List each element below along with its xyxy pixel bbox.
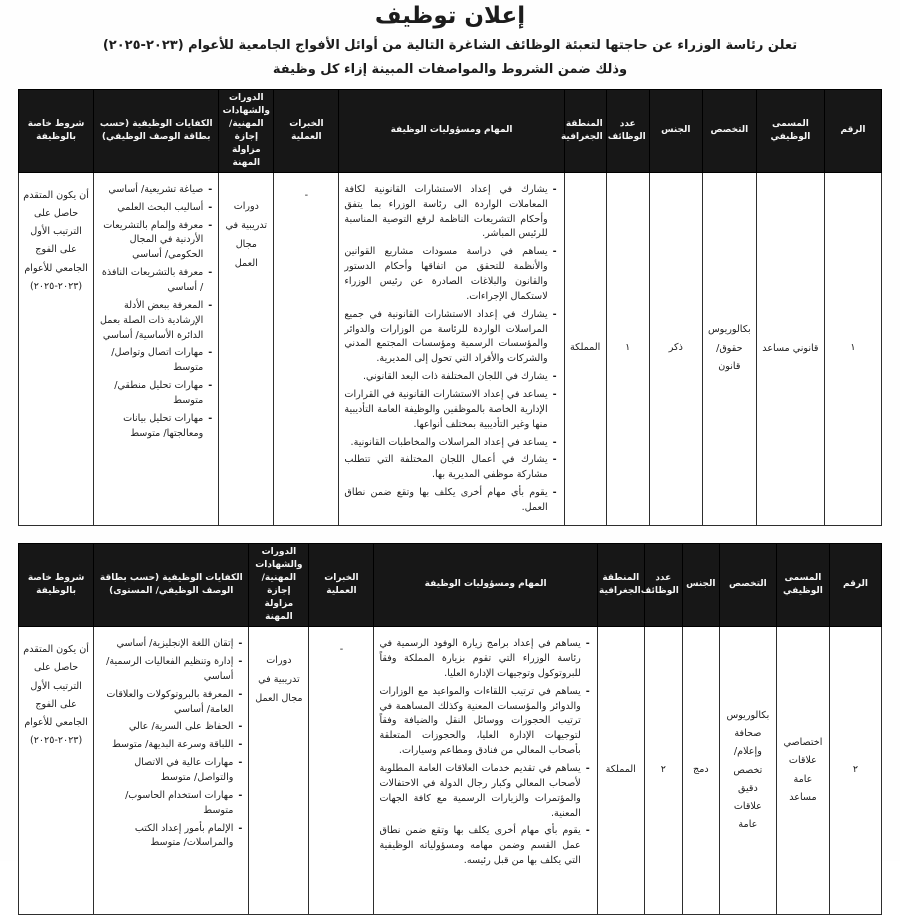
bullet-dash-marker: - [585, 638, 590, 650]
bullet-dash-marker: - [238, 822, 243, 834]
bullet-dash-marker: - [585, 685, 590, 697]
bullet-dash-marker: - [208, 201, 213, 213]
bullet-text: يساهم في ترتيب اللقاءات والمواعيد مع الوزارات والدوائر والمؤسسات المعنية وكذلك المساهمة في ترتيب الحجوزات ووسائل النقل والضيافة وفقاً لتوجيهات الإدارة العليا، والحجوزات المتعلقة بأصحاب المعالي من فنادق ومطاعم وسيارات. [379, 685, 581, 757]
bullet-dash-marker: - [238, 688, 243, 700]
bullet-item [98, 299, 212, 344]
bullet-dash-marker: - [208, 219, 213, 231]
bullet-item [344, 308, 556, 367]
table-1-header-row [19, 89, 882, 172]
bullet-dash-marker: - [208, 183, 213, 195]
bullet-text: إدارة وتنظيم الفعاليات الرسمية/ أساسي [106, 655, 234, 682]
bullet-item [98, 738, 242, 753]
bullet-item [344, 388, 556, 433]
bullet-dash-marker: - [238, 739, 243, 751]
bullet-dash-marker: - [552, 388, 557, 400]
vacancy-count-cell: ١ [606, 172, 649, 525]
announcement-subtitle: تعلن رئاسة الوزراء عن حاجتها لتعبئة الوظائف الشاغرة التالية من أوائل الأفواج الجامعية للأعوام (٢٠٢٣-٢٠٢٥) [102, 38, 798, 53]
header-cell-count: عدد الوظائف [606, 89, 649, 172]
courses-cell: دورات تدريبية في مجال العمل [219, 172, 274, 525]
header-cell-competencies: الكفايات الوظيفية (حسب بطاقة الوصف الوظيفي) [94, 89, 219, 172]
bullet-item [98, 637, 242, 652]
bullet-item [98, 219, 212, 264]
vacancy-table-1 [18, 89, 882, 526]
bullet-dash-marker: - [238, 655, 243, 667]
tasks-cell [339, 172, 564, 525]
header-cell-region: المنطقة الجغرافية [564, 89, 606, 172]
bullet-text: معرفة بالتشريعات النافذة / أساسي [101, 267, 204, 293]
bullet-item [98, 688, 242, 718]
bullet-text: يشارك في اللجان المختلفة ذات البعد القانوني. [362, 371, 548, 383]
bullet-text: يساهم في تقديم خدمات العلاقات العامة المطلوبة لأصحاب المعالي وكبار رجال الدولة في الاحتفالات والمؤتمرات والزيارات الرسمية مع كافة الجهات المعنية. [379, 762, 581, 819]
header-cell-gender: الجنس [682, 543, 719, 626]
bullet-text: مهارات تحليل بيانات ومعالجتها/ متوسط [123, 412, 204, 439]
experience-cell: - [309, 627, 374, 915]
header-cell-conditions: شروط خاصة بالوظيفة [19, 543, 94, 626]
header-cell-conditions: شروط خاصة بالوظيفة [19, 89, 94, 172]
gender-cell: دمج [682, 627, 719, 915]
bullet-text: يساعد في إعداد الاستشارات القانونية في القرارات الإدارية الخاصة بالموظفين والوظيفة العامة التأديبية منها وغير التأديبية بمختلف أنواعها. [344, 388, 548, 430]
bullet-item [344, 436, 556, 451]
bullet-text: إتقان اللغة الإنجليزية/ أساسي [116, 638, 234, 650]
bullet-item [344, 183, 556, 242]
bullet-text: اللباقة وسرعة البديهة/ متوسط [111, 739, 234, 751]
bullet-dash-marker: - [208, 347, 213, 359]
bullet-item [379, 762, 589, 821]
header-cell-job-title: المسمى الوظيفي [756, 89, 824, 172]
header-cell-competencies: الكفايات الوظيفية (حسب بطاقة الوصف الوظيفي/ المستوى) [94, 543, 249, 626]
header-cell-number: الرقم [829, 543, 881, 626]
bullet-dash-marker: - [552, 487, 557, 499]
header-cell-job-title: المسمى الوظيفي [776, 543, 829, 626]
bullet-text: مهارات استخدام الحاسوب/ متوسط [125, 789, 234, 816]
bullet-text: يساهم في إعداد برامج زيارة الوفود الرسمية في رئاسة الوزراء التي تقوم بزيارة المملكة وفقاً للبروتوكول وتوجيهات الإدارة العليا. [379, 638, 581, 679]
bullet-text: الحفاظ على السرية/ عالي [128, 721, 234, 733]
header-cell-specialization: التخصص [702, 89, 756, 172]
bullet-text: صياغة تشريعية/ أساسي [108, 183, 204, 195]
job-title-cell: قانوني مساعد [756, 172, 824, 525]
bullet-item [379, 637, 589, 682]
bullet-item [98, 266, 212, 296]
header-cell-tasks: المهام ومسؤوليات الوظيفة [374, 543, 597, 626]
bullet-text: الإلمام بأمور إعداد الكتب والمراسلات/ متوسط [134, 822, 234, 849]
bullet-item [98, 789, 242, 819]
header-cell-count: عدد الوظائف [644, 543, 682, 626]
bullet-dash-marker: - [552, 454, 557, 466]
bullet-text: المعرفة ببعض الأدلة الإرشادية ذات الصلة بعمل الدائرة الأساسية/ أساسي [100, 299, 204, 341]
tasks-cell [374, 627, 597, 915]
region-cell: المملكة [597, 627, 644, 915]
bullet-text: يشارك في إعداد الاستشارات القانونية لكافة المعاملات الواردة الى رئاسة الوزراء بما يتفق وأحكام التشريعات الناظمة لرفع التوصية المناسبة للرئيس المباشر. [344, 183, 548, 240]
bullet-item [344, 245, 556, 304]
special-conditions-cell: أن يكون المتقدم حاصل على الترتيب الأول على الفوج الجامعي للأعوام (٢٠٢٣-٢٠٢٥) [19, 627, 94, 915]
bullet-text: يقوم بأي مهام أخرى يكلف بها وتقع ضمن نطاق العمل. [344, 487, 548, 513]
bullet-item [344, 453, 556, 483]
bullet-dash-marker: - [208, 299, 213, 311]
announcement-conditions-line: وذلك ضمن الشروط والمواصفات المبينة إزاء كل وظيفة [272, 61, 628, 77]
bullet-text: أساليب البحث العلمي [117, 201, 204, 213]
courses-cell: دورات تدريبية في مجال العمل [249, 627, 309, 915]
bullet-text: يشارك في أعمال اللجان المختلفة التي تتطلب مشاركة موظفي المديرية بها. [344, 454, 548, 481]
bullet-item [98, 412, 212, 442]
header-cell-tasks: المهام ومسؤوليات الوظيفة [339, 89, 564, 172]
experience-cell: - [274, 172, 339, 525]
bullet-dash-marker: - [585, 762, 590, 774]
bullet-text: مهارات اتصال وتواصل/ متوسط [111, 347, 204, 374]
bullet-item [98, 379, 212, 409]
table-2-header-row [19, 543, 882, 626]
header-cell-specialization: التخصص [719, 543, 776, 626]
bullet-dash-marker: - [238, 757, 243, 769]
bullet-dash-marker: - [238, 638, 243, 650]
bullet-item [344, 370, 556, 385]
header-cell-experience: الخبرات العملية [274, 89, 339, 172]
document-header [0, 0, 900, 77]
gender-cell: ذكر [649, 172, 702, 525]
bullet-text: المعرفة بالبروتوكولات والعلاقات العامة/ أساسي [106, 688, 234, 715]
bullet-item [98, 720, 242, 735]
bullet-dash-marker: - [552, 246, 557, 258]
bullet-text: مهارات تحليل منطقي/ متوسط [114, 380, 204, 406]
specialization-cell: بكالوريوس صحافة وإعلام/ تخصص دقيق علاقات عامة [719, 627, 776, 915]
header-cell-number: الرقم [824, 89, 881, 172]
special-conditions-cell: أن يكون المتقدم حاصل على الترتيب الأول على الفوج الجامعي للأعوام (٢٠٢٣-٢٠٢٥) [19, 172, 94, 525]
header-cell-courses: الدورات والشهادات المهنية/إجازة مزاولة المهنة [249, 543, 309, 626]
bullet-item [379, 824, 589, 869]
header-cell-courses: الدورات والشهادات المهنية/إجازة مزاولة المهنة [219, 89, 274, 172]
bullet-dash-marker: - [552, 436, 557, 448]
header-cell-region: المنطقة الجغرافية [597, 543, 644, 626]
bullet-dash-marker: - [208, 380, 213, 392]
header-cell-gender: الجنس [649, 89, 702, 172]
bullet-item [344, 486, 556, 516]
bullet-dash-marker: - [585, 825, 590, 837]
job-number-cell: ٢ [829, 627, 881, 915]
vacancy-table-2-wrapper [0, 543, 900, 915]
bullet-dash-marker: - [552, 308, 557, 320]
bullet-item [98, 201, 212, 216]
bullet-item [98, 756, 242, 786]
vacancy-count-cell: ٢ [644, 627, 682, 915]
specialization-cell: بكالوريوس حقوق/ قانون [702, 172, 756, 525]
bullet-text: مهارات عالية في الاتصال والتواصل/ متوسط [134, 757, 234, 783]
bullet-text: يشارك في إعداد الاستشارات القانونية في جميع المراسلات الواردة للرئاسة من الوزارات والدوائر والمؤسسات الرسمية ومؤسسات المجتمع المدني والشركات والأفراد التي تحول إلى المديرية. [344, 308, 548, 365]
vacancy-table-1-wrapper [0, 89, 900, 526]
bullet-dash-marker: - [208, 267, 213, 279]
bullet-text: معرفة وإلمام بالتشريعات الأردنية في المجال الحكومي/ أساسي [103, 219, 204, 261]
bullet-text: يساهم في دراسة مسودات مشاريع القوانين والأنظمة للتحقق من اتفاقها وأحكام الدستور والقانون والبلاغات الصادرة عن رئيس الوزراء لاستكمال الإجراءات. [344, 246, 548, 302]
bullet-item [98, 822, 242, 852]
bullet-dash-marker: - [238, 721, 243, 733]
header-cell-experience: الخبرات العملية [309, 543, 374, 626]
table-row [19, 172, 882, 525]
table-row [19, 627, 882, 915]
bullet-text: يقوم بأي مهام أخرى يكلف بها وتقع ضمن نطاق عمل القسم وضمن مهامه ومسؤولياته الوظيفية التي يكلف بها من قبل رئيسه. [379, 825, 581, 867]
competencies-cell [94, 172, 219, 525]
job-title-cell: اختصاصي علاقات عامة مساعد [776, 627, 829, 915]
bullet-dash-marker: - [552, 183, 557, 195]
bullet-dash-marker: - [552, 371, 557, 383]
bullet-item [98, 655, 242, 685]
bullet-text: يساعد في إعداد المراسلات والمخاطبات القانونية. [350, 436, 548, 448]
region-cell: المملكة [564, 172, 606, 525]
bullet-item [379, 685, 589, 759]
bullet-item [98, 183, 212, 198]
bullet-dash-marker: - [238, 789, 243, 801]
page-title: إعلان توظيف [374, 3, 526, 29]
competencies-cell [94, 627, 249, 915]
bullet-dash-marker: - [208, 412, 213, 424]
vacancy-table-2 [18, 543, 882, 915]
bullet-item [98, 346, 212, 376]
job-number-cell: ١ [824, 172, 881, 525]
